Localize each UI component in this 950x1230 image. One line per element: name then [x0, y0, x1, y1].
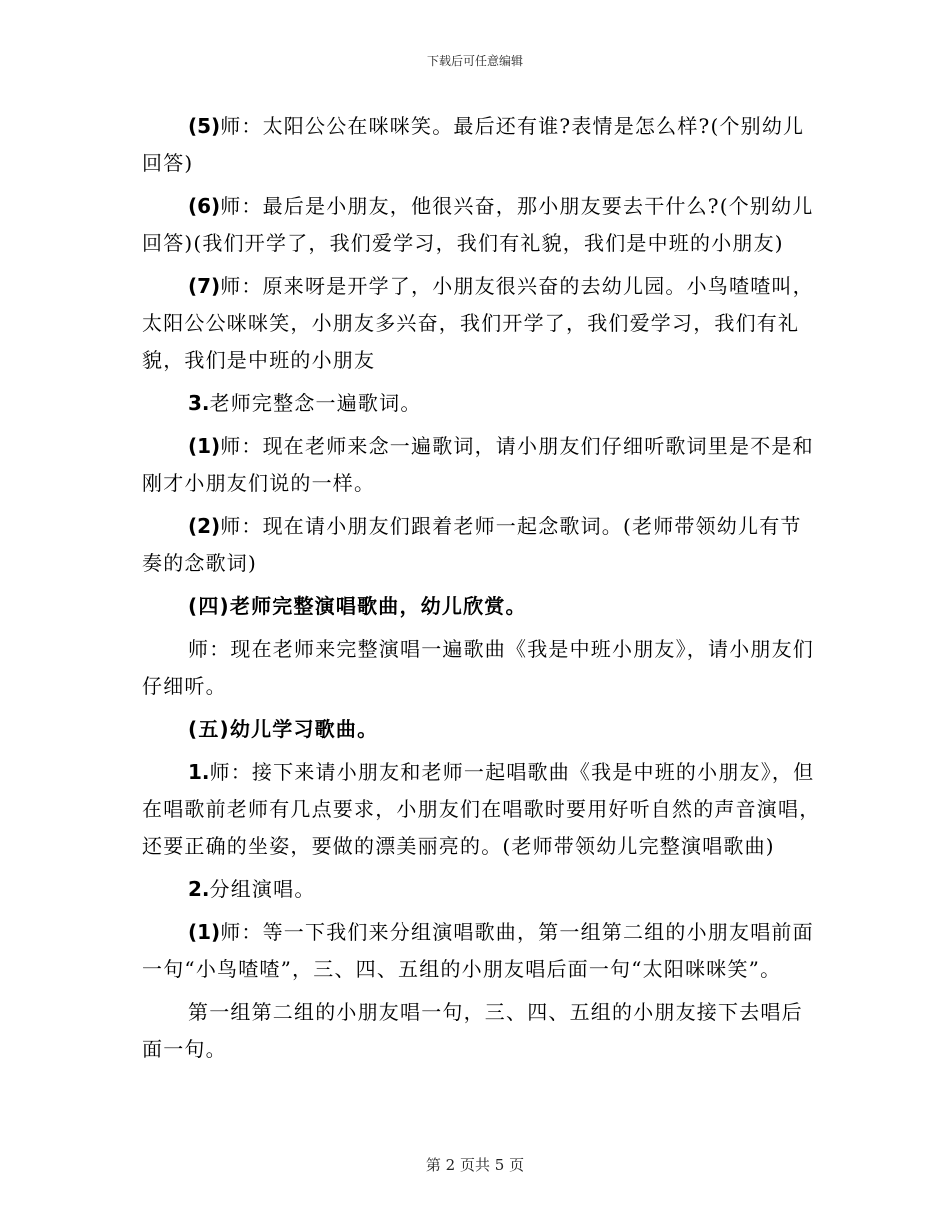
item-number: (7): [188, 274, 221, 298]
paragraph-text: 师：原来呀是开学了，小朋友很兴奋的去幼儿园。小鸟喳喳叫，太阳公公咪咪笑，小朋友多兴奋，我们开学了，我们爱学习，我们有礼貌，我们是中班的小朋友: [142, 274, 814, 372]
paragraph-text: 师：现在老师来完整演唱一遍歌曲《我是中班小朋友》，请小朋友们仔细听。: [142, 637, 814, 698]
paragraph-text: 第一组第二组的小朋友唱一句，三、四、五组的小朋友接下去唱后面一句。: [142, 1000, 803, 1061]
step-2: [142, 871, 822, 908]
item-number: (6): [188, 194, 221, 218]
paragraph-2: [142, 508, 822, 582]
document-body: [142, 108, 822, 1074]
item-number: (2): [188, 514, 221, 538]
paragraph-text: 师：现在请小朋友们跟着老师一起念歌词。(老师带领幼儿有节奏的念歌词): [142, 514, 802, 575]
paragraph-text: 师：现在老师来念一遍歌词，请小朋友们仔细听歌词里是不是和刚才小朋友们说的一样。: [142, 434, 814, 495]
step-3: [142, 385, 822, 422]
paragraph-text: 分组演唱。: [209, 877, 316, 901]
page-header: 下载后可任意编辑: [426, 54, 523, 68]
item-number: 3.: [188, 391, 210, 415]
item-number: 1.: [188, 760, 210, 784]
paragraph-7: [142, 268, 822, 379]
item-number: (1): [188, 920, 221, 944]
step-1: [142, 754, 822, 865]
paragraph-group-order: [142, 994, 822, 1068]
paragraph-text: 师：最后是小朋友，他很兴奋，那小朋友要去干什么?(个别幼儿回答)(我们开学了，我们爱学习，我们有礼貌，我们是中班的小朋友): [142, 194, 814, 255]
section-heading-4: (四)老师完整演唱歌曲，幼儿欣赏。: [188, 594, 527, 618]
item-number: (5): [188, 114, 221, 138]
paragraph-5: [142, 108, 822, 182]
section-heading-5: (五)幼儿学习歌曲。: [188, 717, 379, 741]
paragraph-6: [142, 188, 822, 262]
paragraph-group-1: [142, 914, 822, 988]
paragraph-1: [142, 428, 822, 502]
paragraph-text: 师：等一下我们来分组演唱歌曲，第一组第二组的小朋友唱前面一句“小鸟喳喳”，三、四、五组的小朋友唱后面一句“太阳咪咪笑”。: [142, 920, 814, 981]
item-number: (1): [188, 434, 221, 458]
paragraph-text: 师：接下来请小朋友和老师一起唱歌曲《我是中班的小朋友》，但在唱歌前老师有几点要求，小朋友们在唱歌时要用好听自然的声音演唱，还要正确的坐姿，要做的漂美丽亮的。(老师带领幼儿完整演唱歌曲): [142, 760, 821, 858]
page-footer: 第 2 页共 5 页: [425, 1156, 525, 1174]
item-number: 2.: [188, 877, 210, 901]
paragraph-text: 师：太阳公公在咪咪笑。最后还有谁?表情是怎么样?(个别幼儿回答): [142, 114, 805, 175]
paragraph-text: 老师完整念一遍歌词。: [209, 391, 422, 415]
paragraph-teacher-sings: [142, 631, 822, 705]
